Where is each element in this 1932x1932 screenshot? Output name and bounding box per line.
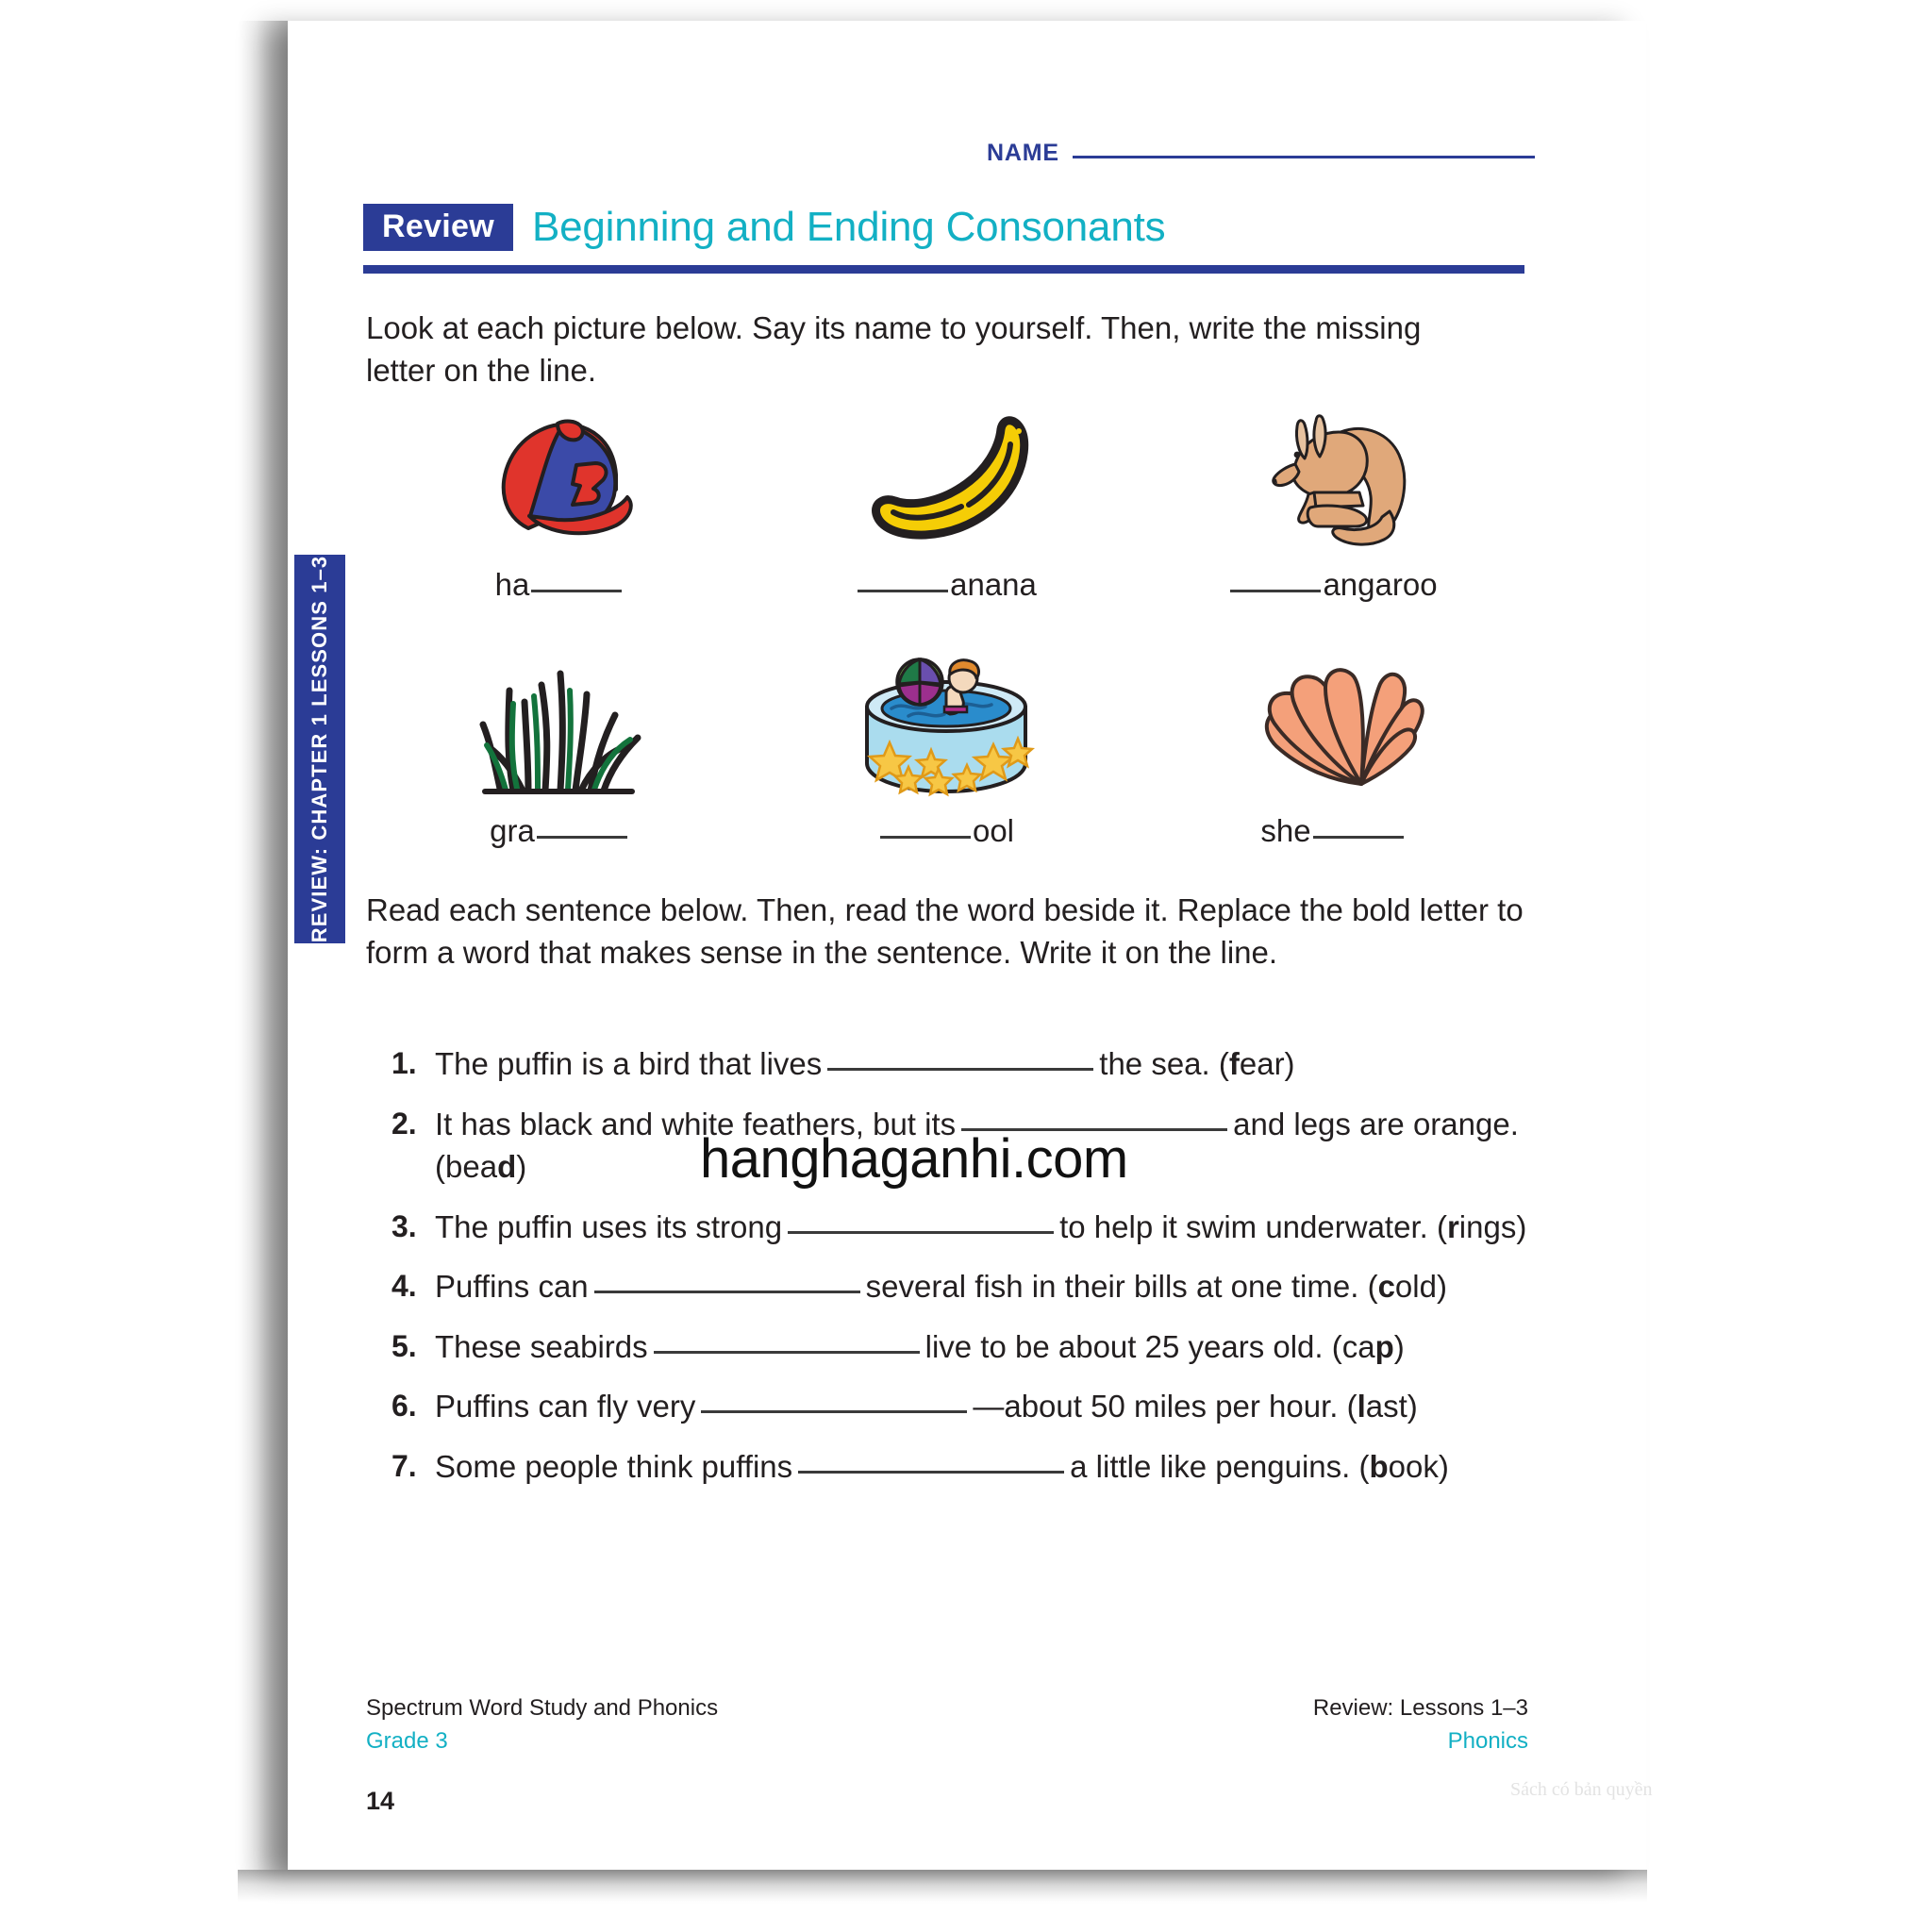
name-field-row	[987, 140, 1535, 167]
instruction-part-2: Read each sentence below. Then, read the word beside it. Replace the bold letter to form a word that makes sense in the sentence. Write it on the line.	[366, 892, 1524, 970]
question-text	[435, 1206, 1533, 1249]
cue-rest: ings)	[1458, 1208, 1527, 1244]
question-post: live to be about 25 years old. (ca	[924, 1328, 1375, 1364]
picture-row-1	[366, 396, 1526, 603]
picture-label-after: ool	[972, 813, 1015, 848]
baseball-cap-icon	[475, 396, 644, 552]
footer-section-title: Review: Lessons 1–3	[1312, 1695, 1528, 1721]
name-label: NAME	[987, 140, 1059, 166]
picture-label-grass	[490, 813, 629, 849]
chapter-side-tab-label: REVIEW: CHAPTER 1 LESSONS 1–3	[308, 555, 331, 943]
question-number: 5.	[391, 1328, 417, 1363]
answer-blank[interactable]	[531, 590, 622, 592]
question-pre: The puffin is a bird that lives	[435, 1046, 823, 1081]
question-number: 7.	[391, 1448, 417, 1483]
picture-label-before: gra	[490, 813, 535, 848]
question-post: and legs are orange. (bea	[435, 1106, 1519, 1185]
footer-book-title: Spectrum Word Study and Phonics	[366, 1695, 719, 1721]
picture-label-pool	[878, 813, 1014, 849]
cue-bold-letter: f	[1228, 1046, 1240, 1081]
question-row	[391, 1206, 1533, 1249]
cue-rest: ear)	[1239, 1046, 1295, 1081]
question-row	[391, 1445, 1533, 1489]
picture-cell-shell	[1140, 642, 1526, 849]
picture-label-cap	[495, 567, 625, 603]
cue-rest: old)	[1394, 1269, 1447, 1305]
answer-blank[interactable]	[701, 1410, 967, 1413]
answer-blank[interactable]	[537, 836, 627, 839]
picture-label-after: anana	[950, 567, 1037, 602]
instruction-part-1: Look at each picture below. Say its name to yourself. Then, write the missing letter on the line.	[366, 310, 1422, 388]
answer-blank[interactable]	[594, 1291, 860, 1293]
question-row	[391, 1385, 1533, 1428]
page-shadow-bottom	[238, 1870, 1647, 1902]
answer-blank[interactable]	[654, 1351, 920, 1354]
question-text	[435, 1385, 1533, 1428]
footer-subject: Phonics	[1447, 1727, 1528, 1754]
cue-rest: ook)	[1388, 1448, 1449, 1484]
picture-cell-banana	[753, 396, 1140, 603]
kangaroo-icon	[1239, 396, 1427, 552]
picture-label-shell	[1260, 813, 1405, 849]
copyright-watermark: Sách có bản quyền	[1510, 1779, 1653, 1800]
picture-cell-kangaroo	[1140, 396, 1526, 603]
cue-bold-letter: l	[1357, 1389, 1366, 1424]
question-pre: The puffin uses its strong	[435, 1208, 783, 1244]
answer-blank[interactable]	[827, 1068, 1093, 1071]
question-post: —about 50 miles per hour. (	[973, 1389, 1357, 1424]
swimming-pool-icon	[852, 642, 1041, 798]
answer-blank[interactable]	[1313, 836, 1404, 839]
picture-row-2	[366, 642, 1526, 849]
question-row	[391, 1265, 1533, 1308]
answer-blank[interactable]	[798, 1471, 1064, 1474]
picture-cell-pool	[753, 642, 1140, 849]
question-post: to help it swim underwater. (	[1059, 1208, 1447, 1244]
cue-bold-letter: r	[1446, 1208, 1459, 1244]
footer-grade: Grade 3	[366, 1727, 448, 1754]
footer-row-1	[366, 1692, 1528, 1725]
picture-label-before: she	[1260, 813, 1311, 848]
review-badge: Review	[363, 204, 513, 251]
chapter-side-tab	[294, 555, 345, 943]
question-text	[435, 1325, 1533, 1369]
picture-label-banana	[856, 567, 1037, 603]
grass-icon	[470, 642, 649, 798]
question-text	[435, 1265, 1533, 1308]
seashell-icon	[1239, 642, 1427, 798]
question-row	[391, 1325, 1533, 1369]
question-pre: Some people think puffins	[435, 1448, 793, 1484]
site-watermark: hanghaganhi.com	[700, 1128, 1128, 1190]
question-number: 6.	[391, 1389, 417, 1424]
cue-rest: )	[516, 1149, 527, 1185]
question-pre: These seabirds	[435, 1328, 648, 1364]
picture-cell-cap	[366, 396, 753, 603]
question-row	[391, 1042, 1533, 1086]
cue-bold-letter: c	[1377, 1269, 1395, 1305]
picture-exercise-grid	[366, 396, 1526, 849]
question-post: a little like penguins. (	[1070, 1448, 1370, 1484]
picture-label-before: ha	[494, 567, 530, 602]
answer-blank[interactable]	[1230, 590, 1321, 592]
page-title: Beginning and Ending Consonants	[531, 204, 1166, 250]
question-post: several fish in their bills at one time. (	[865, 1269, 1378, 1305]
cue-rest: )	[1393, 1328, 1405, 1364]
question-pre: It has black and white feathers, but its	[435, 1106, 957, 1141]
cue-bold-letter: p	[1374, 1328, 1394, 1364]
answer-blank[interactable]	[788, 1231, 1054, 1234]
page-footer	[366, 1692, 1528, 1758]
banana-icon	[852, 396, 1041, 552]
page-shadow-left	[238, 21, 291, 1870]
question-pre: Puffins can	[435, 1269, 589, 1305]
picture-label-after: angaroo	[1323, 567, 1438, 602]
picture-label-kangaroo	[1228, 567, 1437, 603]
question-number: 1.	[391, 1046, 417, 1080]
question-list	[391, 1042, 1533, 1505]
title-divider-rule	[363, 265, 1524, 274]
question-number: 3.	[391, 1208, 417, 1243]
cue-rest: ast)	[1365, 1389, 1418, 1424]
cue-bold-letter: d	[497, 1149, 517, 1185]
question-text	[435, 1042, 1533, 1086]
page-number: 14	[366, 1787, 395, 1815]
question-number: 2.	[391, 1106, 417, 1141]
page-title-row	[363, 204, 1165, 251]
question-post: the sea. (	[1099, 1046, 1229, 1081]
answer-blank[interactable]	[858, 590, 948, 592]
cue-bold-letter: b	[1369, 1448, 1389, 1484]
question-pre: Puffins can fly very	[435, 1389, 696, 1424]
question-number: 4.	[391, 1269, 417, 1304]
question-text	[435, 1445, 1533, 1489]
footer-row-2	[366, 1725, 1528, 1758]
name-input-line[interactable]	[1073, 156, 1535, 158]
picture-cell-grass	[366, 642, 753, 849]
answer-blank[interactable]	[880, 836, 971, 839]
